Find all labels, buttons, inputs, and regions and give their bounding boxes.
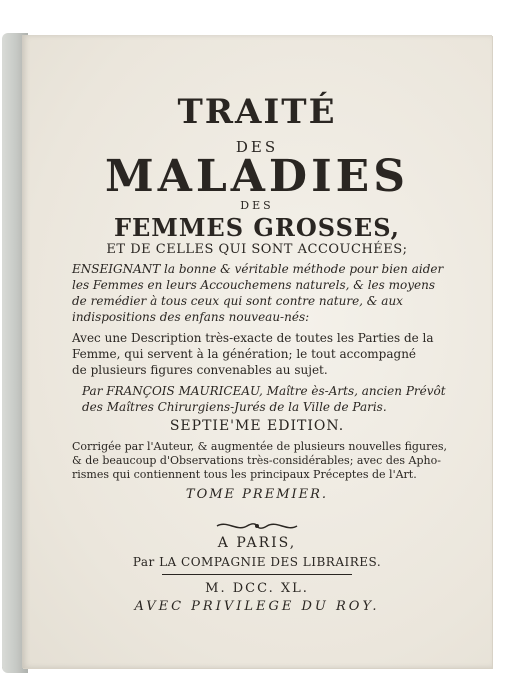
divider-rule <box>162 574 352 575</box>
para-enseignant-4: indispositions des enfans nouveau-nés: <box>72 310 310 324</box>
author-line-1: Par FRANÇOIS MAURICEAU, Maître ès-Arts, ancien Prévôt <box>82 384 446 398</box>
para-enseignant-1: ENSEIGNANT la bonne & véritable méthode pour bien aider <box>72 262 444 276</box>
title-des-1: DES <box>235 138 279 156</box>
corrigee-line-3: rismes qui contiennent tous les principaux Préceptes de l'Art. <box>72 468 417 481</box>
edition-line: SEPTIE'ME EDITION. <box>169 418 345 434</box>
para-description-1: Avec une Description très-exacte de toutes les Parties de la <box>72 331 434 345</box>
para-description-3: de plusieurs figures convenables au sujet. <box>72 363 328 377</box>
corrigee-line-1: Corrigée par l'Auteur, & augmentée de plusieurs nouvelles figures, <box>72 440 447 453</box>
publisher-line: Par LA COMPAGNIE DES LIBRAIRES. <box>132 555 382 569</box>
title-line-femmes: FEMMES GROSSES, <box>113 213 401 242</box>
ornament-icon <box>207 518 307 534</box>
date-line: M. DCC. XL. <box>205 581 309 596</box>
para-enseignant-3: de remédier à tous ceux qui sont contre nature, & aux <box>72 294 403 308</box>
privilege-line: AVEC PRIVILEGE DU ROY. <box>134 599 380 614</box>
place-line: A PARIS, <box>217 535 297 551</box>
tome-line: TOME PREMIER. <box>185 487 329 502</box>
title-line-accouchees: ET DE CELLES QUI SONT ACCOUCHÉES; <box>106 242 408 257</box>
title-des-2: DES <box>240 199 274 212</box>
title-page <box>22 35 492 668</box>
para-description-2: Femme, qui servent à la génération; le tout accompagné <box>72 347 417 361</box>
title-line-traite: TRAITÉ <box>177 92 337 132</box>
para-enseignant-2: les Femmes en leurs Accouchemens naturels, & les moyens <box>72 278 436 292</box>
corrigee-line-2: & de beaucoup d'Observations très-considérables; avec des Apho- <box>72 454 441 467</box>
book <box>2 33 494 673</box>
title-line-maladies: MALADIES <box>105 151 409 202</box>
author-line-2: des Maîtres Chirurgiens-Jurés de la Ville de Paris. <box>82 400 387 414</box>
